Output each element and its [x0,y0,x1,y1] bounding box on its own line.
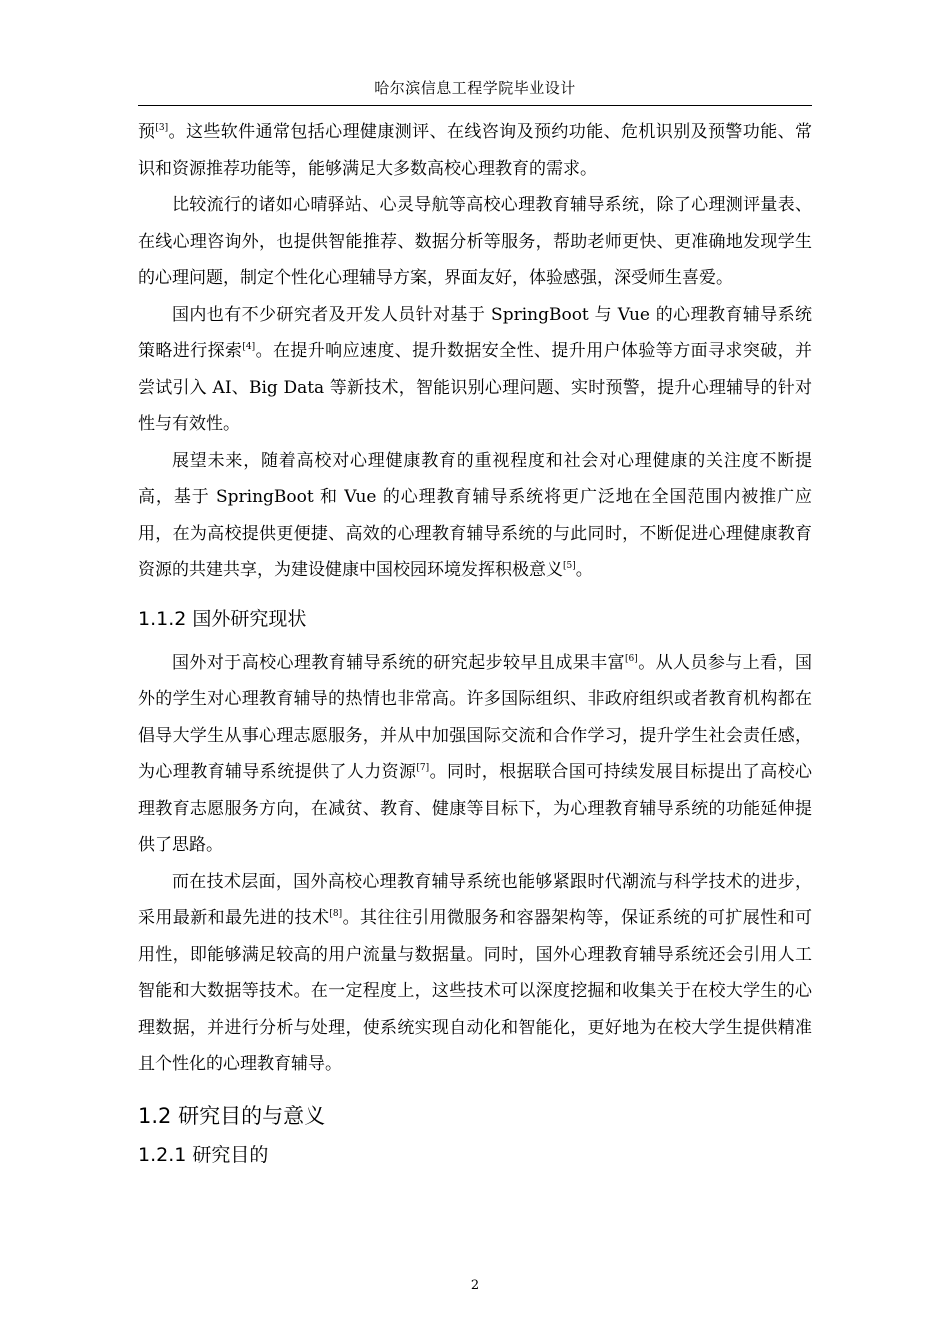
citation-ref: [3] [155,123,169,133]
paragraph-text: 。同时，根据联合国可持续发展目标提出了高校心理教育志愿服务方向，在减贫、教育、健康等目标下，为心理教育辅导系统的功能延伸提供了思路。 [138,762,812,855]
paragraph-text: 。从人员参与上看，国外的学生对心理教育辅导的热情也非常高。许多国际组织、非政府组织或者教育机构都在倡导大学生从事心理志愿服务，并从中加强国际交流和合作学习，提升学生社会责任感，为心理教育辅导系统提供了人力资源 [138,652,813,782]
paragraph-text: 国外对于高校心理教育辅导系统的研究起步较早且成果丰富 [172,652,626,673]
paragraph-domestic-research [138,297,812,443]
citation-ref: [4] [242,342,256,352]
paragraph-text: 展望未来，随着高校对心理健康教育的重视程度和社会对心理健康的关注度不断提高，基于 SpringBoot 和 Vue 的心理教育辅导系统将更广泛地在全国范围内被推广应用，在为高校提供更便捷、高效的心理教育辅导系统的与此同时，不断促进心理健康教育资源的共建共享，为建设健康中国校园环境发挥积极意义 [138,450,812,580]
page-header: 哈尔滨信息工程学院毕业设计 [374,79,576,97]
paragraph-foreign-research [138,645,812,864]
document-body [138,114,812,1167]
paragraph-popular-systems: 比较流行的诸如心晴驿站、心灵导航等高校心理教育辅导系统，除了心理测评量表、在线心理咨询外，也提供智能推荐、数据分析等服务，帮助老师更快、更准确地发现学生的心理问题，制定个性化心理辅导方案，界面友好，体验感强，深受师生喜爱。 [138,195,812,288]
citation-ref: [8] [329,909,343,919]
paragraph-text: 预 [138,122,156,142]
paragraph-text: 而在技术层面，国外高校心理教育辅导系统也能够紧跟时代潮流与科学技术的进步，采用最新和最先进的技术 [138,871,812,928]
paragraph-text: 。其往往引用微服务和容器架构等，保证系统的可扩展性和可用性，即能够满足较高的用户流量与数据量。同时，国外心理教育辅导系统还会引用人工智能和大数据等技术。在一定程度上，这些技术可以深度挖掘和收集关于在校大学生的心理数据，并进行分析与处理，使系统实现自动化和智能化，更好地为在校大学生提供精准且个性化的心理教育辅导。 [138,908,813,1074]
citation-ref: [5] [563,561,576,571]
section-heading-1-1-2: 1.1.2 国外研究现状 [138,607,307,630]
paragraph-text: 。在提升响应速度、提升数据安全性、提升用户体验等方面寻求突破，并尝试引入 AI、Big Data 等新技术，智能识别心理问题、实时预警，提升心理辅导的针对性与有效性。 [138,341,813,434]
citation-ref: [6] [625,653,638,664]
paragraph-continuation [138,114,812,187]
section-heading-1-2: 1.2 研究目的与意义 [138,1103,326,1128]
citation-ref: [7] [416,763,430,773]
paragraph-outlook [138,443,812,589]
header-divider [138,105,812,106]
paragraph-technology [138,864,812,1083]
section-heading-1-2-1: 1.2.1 研究目的 [138,1143,269,1166]
paragraph-text: 。 [575,560,593,580]
paragraph-text: 。这些软件通常包括心理健康测评、在线咨询及预约功能、危机识别及预警功能、常识和资源推荐功能等，能够满足大多数高校心理教育的需求。 [138,122,813,179]
page-number: 2 [470,1278,480,1293]
paragraph-text: 国内也有不少研究者及开发人员针对基于 SpringBoot 与 Vue 的心理教育辅导系统策略进行探索 [138,304,812,361]
